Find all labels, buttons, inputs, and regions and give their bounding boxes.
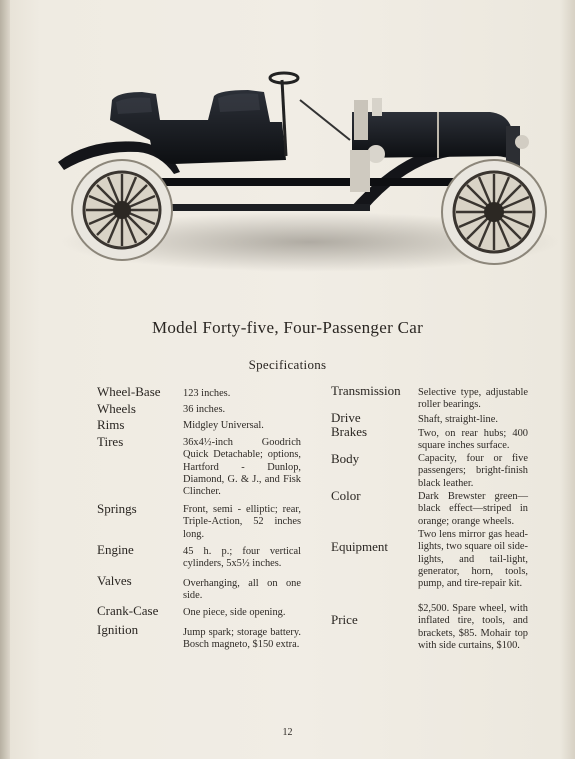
spec-value-ignition: Jump spark; storage battery. Bosch magneto, $150 extra. (183, 627, 301, 651)
spec-label-color: Color (331, 488, 361, 503)
spec-label-valves: Valves (97, 573, 132, 588)
spec-value-price: $2,500. Spare wheel, with inflated tire, tools, and brackets, $85. Mohair top with side curtains, $100. (418, 603, 528, 651)
page-number: 12 (282, 727, 293, 738)
spec-label-transmission: Transmission (331, 383, 401, 398)
car-illustration (50, 60, 560, 290)
page-title: Model Forty-five, Four-Passenger Car (151, 318, 424, 337)
section-subtitle: Specifications (248, 357, 327, 372)
spec-label-wheels: Wheels (97, 401, 136, 416)
spec-value-equipment: Two lens mirror gas head-lights, two square oil side-lights, and tail-light, generator, horn, tools, pump, and tire-repair kit. (418, 529, 528, 590)
spec-label-body: Body (331, 451, 360, 466)
spec-value-transmission: Selective type, adjustable roller bearings. (418, 387, 528, 411)
spec-label-price: Price (331, 612, 358, 627)
spec-value-crank-case: One piece, side opening. (183, 607, 286, 618)
spec-value-rims: Midgley Universal. (183, 420, 264, 431)
spec-value-valves: Overhanging, all on one side. (183, 578, 301, 602)
spec-label-tires: Tires (97, 434, 124, 449)
spec-label-wheel-base: Wheel-Base (97, 384, 161, 399)
spec-value-springs: Front, semi - elliptic; rear, Triple-Action, 52 inches long. (183, 504, 301, 540)
spec-label-brakes: Brakes (331, 424, 368, 439)
spec-label-rims: Rims (97, 417, 125, 432)
page-gutter (0, 0, 10, 759)
spec-value-wheel-base: 123 inches. (183, 388, 231, 399)
spec-value-color: Dark Brewster green—black effect—striped in orange; orange wheels. (418, 491, 528, 527)
spec-label-ignition: Ignition (97, 622, 139, 637)
spec-label-crank-case: Crank-Case (97, 603, 159, 618)
spec-label-engine: Engine (97, 542, 134, 557)
spec-value-body: Capacity, four or five passengers; bright-finish black leather. (418, 453, 528, 489)
spec-value-drive: Shaft, straight-line. (418, 414, 498, 425)
spec-value-wheels: 36 inches. (183, 404, 226, 415)
spec-label-equipment: Equipment (331, 539, 389, 554)
spec-value-brakes: Two, on rear hubs; 400 square inches surface. (418, 428, 528, 452)
spec-value-tires: 36x4½-inch Goodrich Quick Detachable; options, Hartford - Dunlop, Diamond, G. & J., and Fisk Clincher. (183, 437, 301, 498)
spec-label-drive: Drive (331, 410, 361, 425)
spec-value-engine: 45 h. p.; four vertical cylinders, 5x5½ inches. (183, 546, 301, 570)
spec-label-springs: Springs (97, 501, 137, 516)
